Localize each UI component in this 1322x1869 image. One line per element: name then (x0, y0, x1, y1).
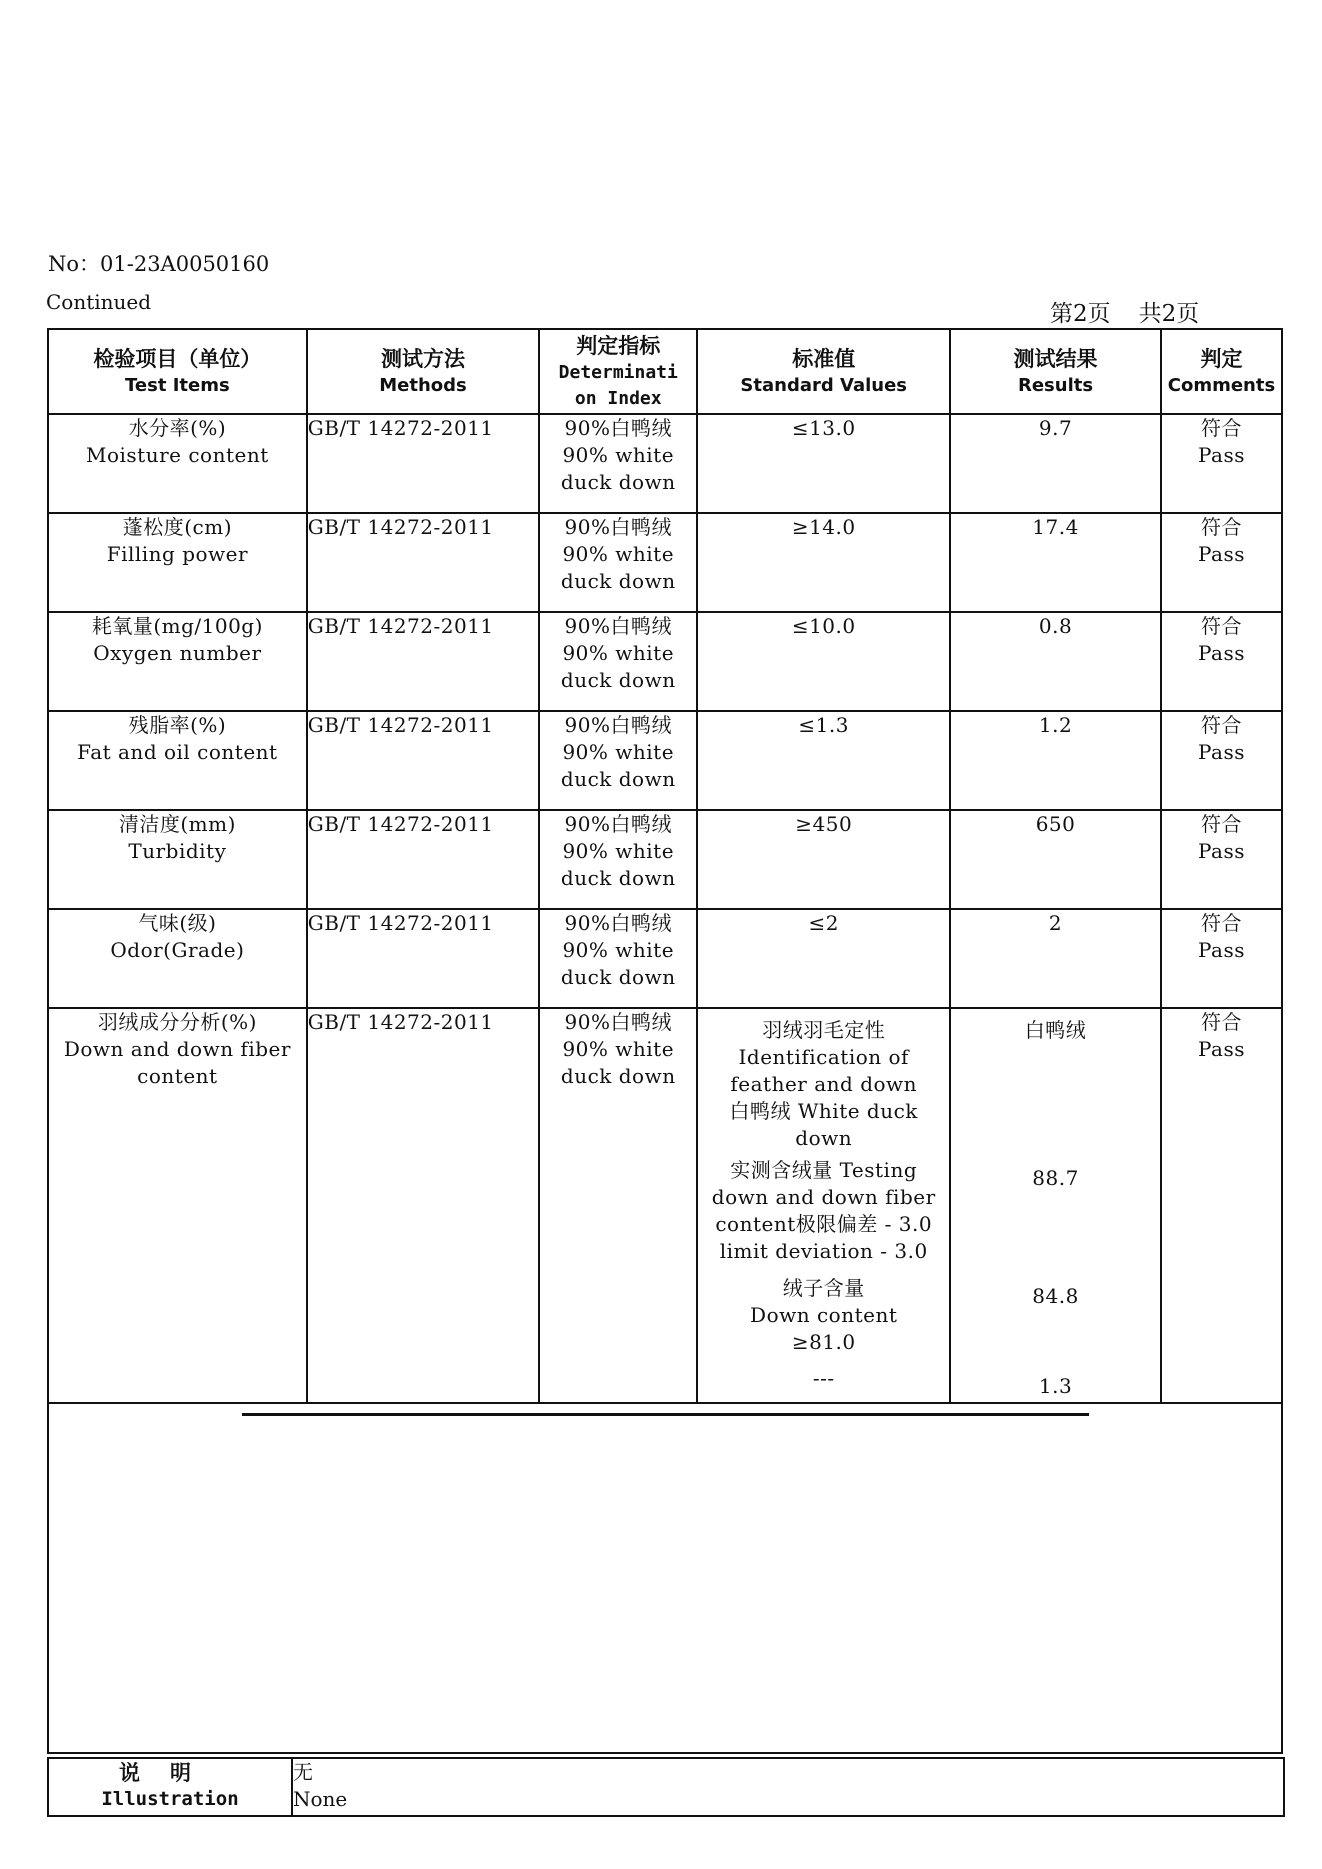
page-total: 共2页 (1138, 301, 1200, 327)
comment-cell: 符合 Pass (1161, 513, 1282, 612)
header-results: 测试结果 Results (950, 329, 1161, 414)
comment-cell: 符合 Pass (1161, 711, 1282, 810)
result-cell: 17.4 (950, 513, 1161, 612)
horizontal-rule (242, 1413, 1089, 1416)
std-dash: --- (812, 1366, 835, 1390)
test-item-cell: 水分率(%) Moisture content (48, 414, 307, 513)
result-cell: 0.8 (950, 612, 1161, 711)
comment-cell: 符合 Pass (1161, 1008, 1282, 1403)
blank-area-row (48, 1403, 1282, 1753)
composition-row (48, 1008, 1282, 1403)
comment-cell: 符合 Pass (1161, 909, 1282, 1008)
method-cell: GB/T 14272-2011 (307, 1008, 539, 1403)
table-row (48, 612, 1282, 711)
result-cell: 白鸭绒 88.7 84.8 1.3 (950, 1008, 1161, 1403)
result-cell: 650 (950, 810, 1161, 909)
header-row (48, 329, 1282, 414)
header-test-items: 检验项目（单位） Test Items (48, 329, 307, 414)
test-item-cell: 羽绒成分分析(%) Down and down fiber content (48, 1008, 307, 1403)
standard-cell: ≥14.0 (697, 513, 950, 612)
table-row (48, 711, 1282, 810)
header-comments: 判定 Comments (1161, 329, 1282, 414)
table-row (48, 909, 1282, 1008)
method-cell: GB/T 14272-2011 (307, 909, 539, 1008)
result-cell: 9.7 (950, 414, 1161, 513)
table-row (48, 513, 1282, 612)
index-cell: 90%白鸭绒 90% white duck down (539, 1008, 697, 1403)
notes-table (47, 1757, 1285, 1817)
index-cell: 90%白鸭绒 90% white duck down (539, 414, 697, 513)
index-cell: 90%白鸭绒 90% white duck down (539, 711, 697, 810)
test-item-cell: 耗氧量(mg/100g) Oxygen number (48, 612, 307, 711)
standard-cell: ≤2 (697, 909, 950, 1008)
result-cell: 1.2 (950, 711, 1161, 810)
comment-cell: 符合 Pass (1161, 414, 1282, 513)
notes-label: 说明 Illustration (48, 1758, 292, 1816)
test-item-cell: 清洁度(mm) Turbidity (48, 810, 307, 909)
report-number: No：01-23A0050160 (48, 252, 270, 276)
standard-cell: ≤10.0 (697, 612, 950, 711)
std-identification: 羽绒羽毛定性 Identification of feather and down 白鸭绒 White duck down (729, 1018, 918, 1150)
index-cell: 90%白鸭绒 90% white duck down (539, 909, 697, 1008)
header-determination-index: 判定指标 Determinati on Index (539, 329, 697, 414)
test-item-cell: 蓬松度(cm) Filling power (48, 513, 307, 612)
index-cell: 90%白鸭绒 90% white duck down (539, 810, 697, 909)
method-cell: GB/T 14272-2011 (307, 513, 539, 612)
standard-cell: ≤13.0 (697, 414, 950, 513)
std-down-content: 绒子含量 Down content ≥81.0 (750, 1276, 898, 1354)
method-cell: GB/T 14272-2011 (307, 612, 539, 711)
method-cell: GB/T 14272-2011 (307, 810, 539, 909)
test-item-cell: 残脂率(%) Fat and oil content (48, 711, 307, 810)
comment-cell: 符合 Pass (1161, 612, 1282, 711)
test-item-cell: 气味(级) Odor(Grade) (48, 909, 307, 1008)
table-row (48, 414, 1282, 513)
method-cell: GB/T 14272-2011 (307, 414, 539, 513)
index-cell: 90%白鸭绒 90% white duck down (539, 513, 697, 612)
standard-cell: ≤1.3 (697, 711, 950, 810)
method-cell: GB/T 14272-2011 (307, 711, 539, 810)
standard-cell (697, 1008, 950, 1403)
index-cell: 90%白鸭绒 90% white duck down (539, 612, 697, 711)
test-results-table (47, 328, 1283, 1754)
header-standard-values: 标准值 Standard Values (697, 329, 950, 414)
continued-label: Continued (46, 290, 152, 314)
std-down-fiber-content: 实测含绒量 Testing down and down fiber content极限偏差 - 3.0 limit deviation - 3.0 (711, 1158, 936, 1263)
page-current: 第2页 (1050, 301, 1111, 327)
notes-value: 无 None (292, 1758, 1284, 1816)
result-cell: 2 (950, 909, 1161, 1008)
standard-cell: ≥450 (697, 810, 950, 909)
blank-area (48, 1403, 1282, 1753)
comment-cell: 符合 Pass (1161, 810, 1282, 909)
header-methods: 测试方法 Methods (307, 329, 539, 414)
table-row (48, 810, 1282, 909)
page-info (1050, 295, 1199, 328)
